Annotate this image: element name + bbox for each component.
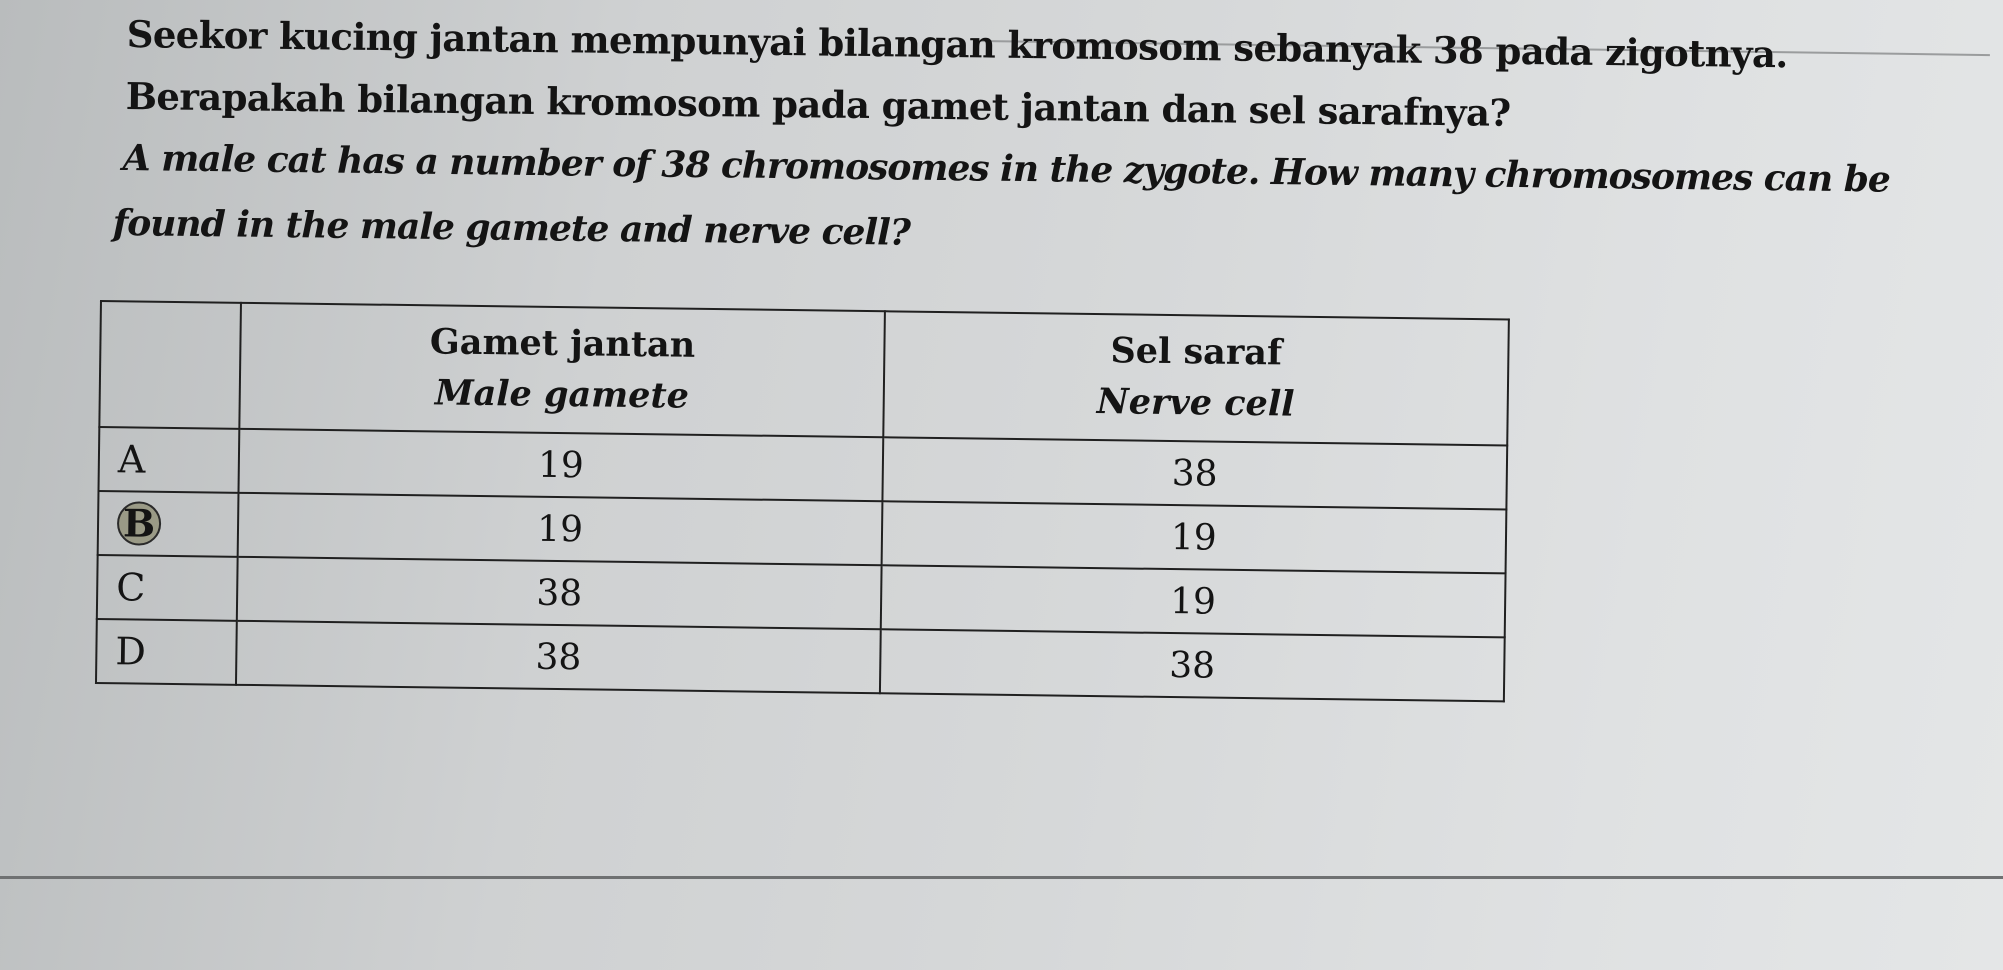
option-c-nerve-cell: 19 xyxy=(880,565,1505,637)
header-male-gamete-malay: Gamet jantan xyxy=(429,321,696,367)
option-d-male-gamete: 38 xyxy=(236,621,880,693)
option-b-nerve-cell: 19 xyxy=(881,501,1506,573)
option-a-male-gamete: 19 xyxy=(239,429,883,501)
question-malay-line-2: Berapakah bilangan kromosom pada gamet jantan dan sel sarafnya? xyxy=(125,74,1511,135)
header-option xyxy=(99,301,241,429)
question-english-line-2: found in the male gamete and nerve cell? xyxy=(112,202,911,254)
option-a-nerve-cell: 38 xyxy=(882,437,1507,509)
question-malay-line-1: Seekor kucing jantan mempunyai bilangan kromosom sebanyak 38 pada zigotnya. xyxy=(126,12,1788,77)
option-c-male-gamete: 38 xyxy=(237,557,881,629)
header-nerve-cell-malay: Sel saraf xyxy=(1110,330,1283,374)
option-c-label[interactable]: C xyxy=(97,555,238,621)
header-male-gamete xyxy=(240,303,885,437)
header-male-gamete-english: Male gamete xyxy=(434,372,690,417)
page-bottom-rule xyxy=(0,876,2003,879)
option-d-nerve-cell: 38 xyxy=(880,629,1505,701)
answer-options-table xyxy=(95,300,1510,702)
option-b-circled-mark[interactable]: B xyxy=(117,501,162,546)
option-a-label[interactable]: A xyxy=(98,427,239,493)
header-nerve-cell xyxy=(883,311,1509,445)
option-d-label[interactable]: D xyxy=(96,619,237,685)
table-header-row xyxy=(99,301,1509,445)
option-b-male-gamete: 19 xyxy=(238,493,882,565)
header-nerve-cell-english: Nerve cell xyxy=(1096,381,1295,425)
option-b-cell[interactable] xyxy=(98,491,239,557)
question-english-line-1: A male cat has a number of 38 chromosomes in the zygote. How many chromosomes can be xyxy=(122,137,1891,201)
